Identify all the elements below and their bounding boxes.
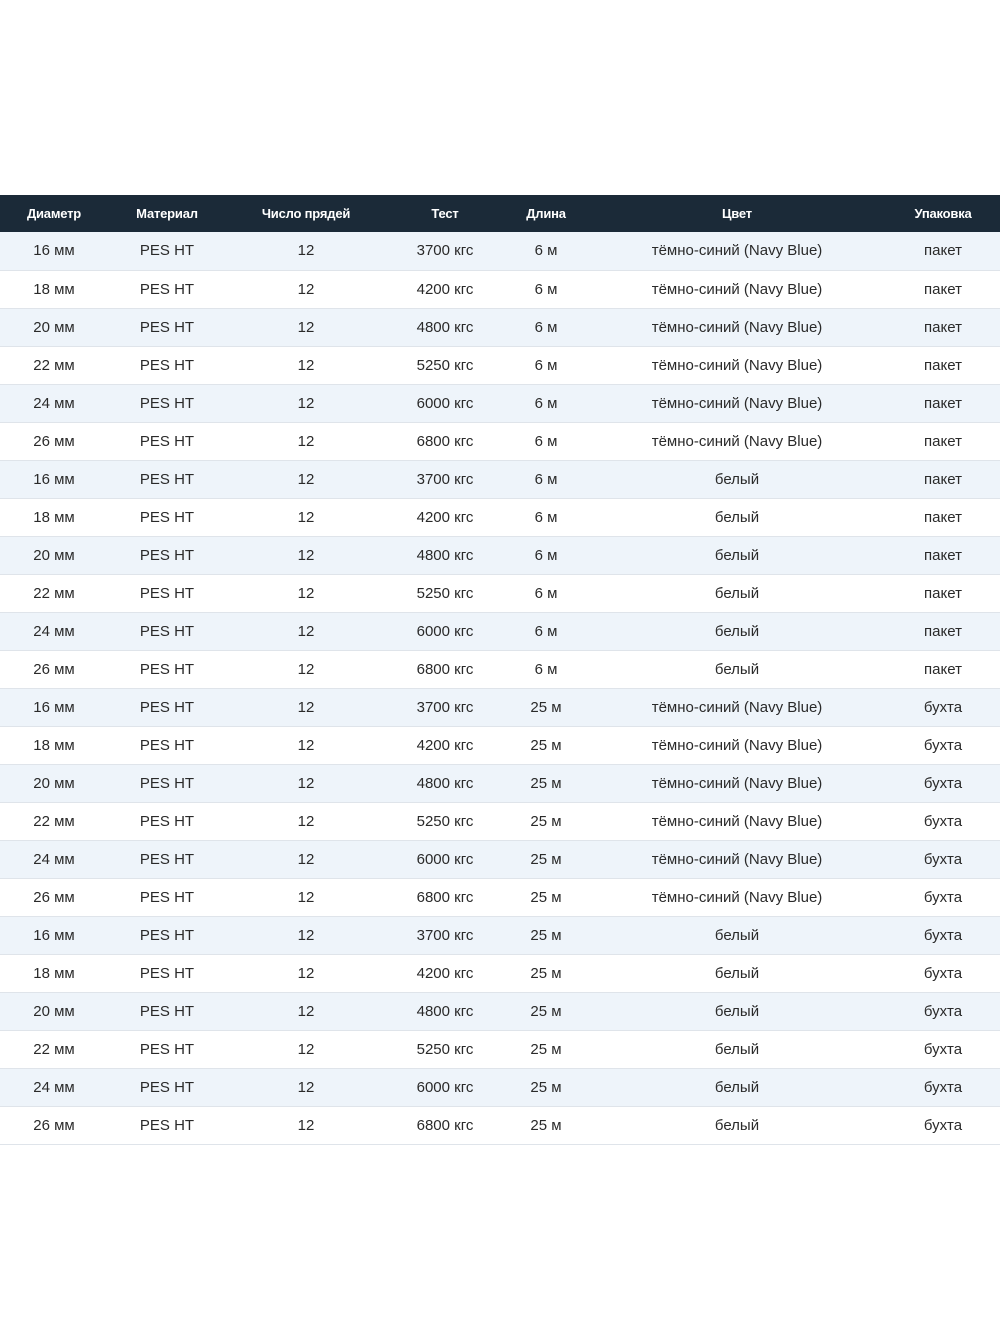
cell-packaging: пакет [924, 622, 962, 640]
cell-test: 6000 кгс [416, 394, 474, 412]
cell-diameter: 26 мм [33, 432, 75, 450]
cell-color: тёмно-синий (Navy Blue) [651, 850, 823, 868]
table-row [0, 992, 1000, 1030]
cell-strands: 12 [297, 242, 315, 260]
cell-length: 25 м [530, 1116, 562, 1134]
cell-diameter: 16 мм [33, 242, 75, 260]
cell-length: 6 м [534, 318, 558, 336]
cell-diameter: 24 мм [33, 850, 75, 868]
cell-color: белый [714, 964, 760, 982]
cell-material: PES HT [139, 470, 195, 488]
table-row [0, 384, 1000, 422]
cell-diameter: 26 мм [33, 660, 75, 678]
cell-packaging: бухта [923, 1002, 963, 1020]
cell-test: 4200 кгс [416, 736, 474, 754]
cell-color: белый [714, 1002, 760, 1020]
cell-color: белый [714, 584, 760, 602]
cell-packaging: пакет [924, 584, 962, 602]
cell-strands: 12 [297, 736, 315, 754]
cell-color: белый [714, 546, 760, 564]
cell-material: PES HT [139, 432, 195, 450]
cell-color: тёмно-синий (Navy Blue) [651, 812, 823, 830]
cell-packaging: бухта [923, 926, 963, 944]
cell-strands: 12 [297, 280, 315, 298]
header-length: Длина [526, 206, 566, 221]
cell-material: PES HT [139, 774, 195, 792]
cell-color: тёмно-синий (Navy Blue) [651, 356, 823, 374]
header-color: Цвет [722, 206, 752, 221]
cell-color: белый [714, 1040, 760, 1058]
cell-length: 6 м [534, 280, 558, 298]
cell-length: 6 м [534, 660, 558, 678]
cell-length: 6 м [534, 356, 558, 374]
table-row [0, 308, 1000, 346]
table-row [0, 802, 1000, 840]
cell-test: 6800 кгс [416, 888, 474, 906]
cell-diameter: 22 мм [33, 584, 75, 602]
cell-strands: 12 [297, 394, 315, 412]
cell-length: 6 м [534, 622, 558, 640]
cell-test: 3700 кгс [416, 242, 474, 260]
cell-packaging: пакет [924, 394, 962, 412]
cell-length: 6 м [534, 508, 558, 526]
cell-length: 25 м [530, 1078, 562, 1096]
cell-length: 6 м [534, 394, 558, 412]
cell-strands: 12 [297, 964, 315, 982]
cell-length: 6 м [534, 470, 558, 488]
cell-test: 5250 кгс [416, 812, 474, 830]
cell-packaging: пакет [924, 242, 962, 260]
cell-packaging: пакет [924, 470, 962, 488]
cell-material: PES HT [139, 698, 195, 716]
cell-diameter: 18 мм [33, 508, 75, 526]
cell-strands: 12 [297, 850, 315, 868]
cell-test: 5250 кгс [416, 356, 474, 374]
cell-diameter: 20 мм [33, 1002, 75, 1020]
cell-diameter: 18 мм [33, 964, 75, 982]
cell-color: белый [714, 508, 760, 526]
cell-color: тёмно-синий (Navy Blue) [651, 698, 823, 716]
cell-diameter: 24 мм [33, 394, 75, 412]
cell-test: 4200 кгс [416, 508, 474, 526]
cell-packaging: бухта [923, 964, 963, 982]
cell-material: PES HT [139, 736, 195, 754]
cell-strands: 12 [297, 774, 315, 792]
table-row [0, 726, 1000, 764]
cell-test: 4800 кгс [416, 774, 474, 792]
cell-material: PES HT [139, 888, 195, 906]
cell-length: 25 м [530, 1002, 562, 1020]
cell-packaging: бухта [923, 812, 963, 830]
cell-color: белый [714, 660, 760, 678]
cell-strands: 12 [297, 1116, 315, 1134]
cell-diameter: 16 мм [33, 926, 75, 944]
cell-color: тёмно-синий (Navy Blue) [651, 432, 823, 450]
cell-test: 6000 кгс [416, 850, 474, 868]
cell-test: 5250 кгс [416, 1040, 474, 1058]
cell-diameter: 24 мм [33, 1078, 75, 1096]
cell-strands: 12 [297, 546, 315, 564]
table-row [0, 840, 1000, 878]
cell-packaging: бухта [923, 1116, 963, 1134]
cell-length: 25 м [530, 888, 562, 906]
cell-diameter: 20 мм [33, 774, 75, 792]
cell-strands: 12 [297, 812, 315, 830]
cell-material: PES HT [139, 1040, 195, 1058]
cell-diameter: 22 мм [33, 1040, 75, 1058]
table-row [0, 878, 1000, 916]
cell-diameter: 16 мм [33, 470, 75, 488]
table-row [0, 346, 1000, 384]
cell-length: 6 м [534, 242, 558, 260]
cell-packaging: пакет [924, 508, 962, 526]
header-test: Тест [431, 206, 459, 221]
table-row [0, 612, 1000, 650]
cell-test: 4800 кгс [416, 1002, 474, 1020]
cell-test: 3700 кгс [416, 698, 474, 716]
cell-color: белый [714, 470, 760, 488]
cell-strands: 12 [297, 508, 315, 526]
table-row [0, 764, 1000, 802]
cell-strands: 12 [297, 584, 315, 602]
cell-length: 25 м [530, 812, 562, 830]
table-row [0, 1106, 1000, 1144]
cell-diameter: 24 мм [33, 622, 75, 640]
table-header [0, 195, 1000, 232]
cell-material: PES HT [139, 926, 195, 944]
cell-material: PES HT [139, 356, 195, 374]
cell-color: белый [714, 1078, 760, 1096]
header-strands: Число прядей [261, 206, 351, 221]
cell-packaging: бухта [923, 1078, 963, 1096]
cell-packaging: пакет [924, 546, 962, 564]
cell-length: 25 м [530, 698, 562, 716]
cell-length: 25 м [530, 964, 562, 982]
cell-strands: 12 [297, 432, 315, 450]
cell-strands: 12 [297, 660, 315, 678]
cell-length: 25 м [530, 850, 562, 868]
cell-packaging: бухта [923, 736, 963, 754]
table-row [0, 1030, 1000, 1068]
cell-diameter: 22 мм [33, 812, 75, 830]
cell-test: 6000 кгс [416, 1078, 474, 1096]
cell-packaging: пакет [924, 432, 962, 450]
cell-test: 3700 кгс [416, 926, 474, 944]
cell-test: 6800 кгс [416, 1116, 474, 1134]
cell-strands: 12 [297, 1002, 315, 1020]
cell-color: тёмно-синий (Navy Blue) [651, 888, 823, 906]
cell-material: PES HT [139, 850, 195, 868]
cell-color: белый [714, 926, 760, 944]
cell-length: 25 м [530, 774, 562, 792]
cell-strands: 12 [297, 888, 315, 906]
cell-material: PES HT [139, 280, 195, 298]
cell-diameter: 22 мм [33, 356, 75, 374]
cell-color: тёмно-синий (Navy Blue) [651, 280, 823, 298]
cell-material: PES HT [139, 1002, 195, 1020]
cell-strands: 12 [297, 1078, 315, 1096]
cell-strands: 12 [297, 926, 315, 944]
cell-material: PES HT [139, 964, 195, 982]
table-row [0, 460, 1000, 498]
cell-material: PES HT [139, 242, 195, 260]
cell-material: PES HT [139, 812, 195, 830]
cell-packaging: пакет [924, 356, 962, 374]
cell-material: PES HT [139, 546, 195, 564]
table-row [0, 422, 1000, 460]
table-row [0, 536, 1000, 574]
header-material: Материал [136, 206, 198, 221]
cell-test: 5250 кгс [416, 584, 474, 602]
cell-diameter: 26 мм [33, 888, 75, 906]
cell-strands: 12 [297, 470, 315, 488]
cell-packaging: пакет [924, 318, 962, 336]
cell-test: 4800 кгс [416, 318, 474, 336]
cell-test: 6000 кгс [416, 622, 474, 640]
cell-strands: 12 [297, 318, 315, 336]
cell-packaging: бухта [923, 1040, 963, 1058]
cell-color: белый [714, 1116, 760, 1134]
table-row [0, 688, 1000, 726]
table-row [0, 650, 1000, 688]
header-row [0, 195, 1000, 232]
cell-length: 25 м [530, 1040, 562, 1058]
spec-table [0, 195, 1000, 1145]
cell-packaging: бухта [923, 850, 963, 868]
cell-length: 6 м [534, 546, 558, 564]
cell-color: тёмно-синий (Navy Blue) [651, 736, 823, 754]
cell-diameter: 18 мм [33, 736, 75, 754]
cell-material: PES HT [139, 394, 195, 412]
cell-material: PES HT [139, 508, 195, 526]
cell-color: тёмно-синий (Navy Blue) [651, 394, 823, 412]
cell-diameter: 18 мм [33, 280, 75, 298]
table-row [0, 916, 1000, 954]
cell-test: 3700 кгс [416, 470, 474, 488]
cell-material: PES HT [139, 584, 195, 602]
cell-packaging: бухта [923, 698, 963, 716]
cell-length: 6 м [534, 584, 558, 602]
cell-color: тёмно-синий (Navy Blue) [651, 242, 823, 260]
cell-color: тёмно-синий (Navy Blue) [651, 318, 823, 336]
cell-strands: 12 [297, 1040, 315, 1058]
cell-length: 6 м [534, 432, 558, 450]
cell-material: PES HT [139, 660, 195, 678]
cell-diameter: 20 мм [33, 546, 75, 564]
table-row [0, 574, 1000, 612]
cell-packaging: пакет [924, 280, 962, 298]
cell-packaging: бухта [923, 888, 963, 906]
cell-diameter: 20 мм [33, 318, 75, 336]
table-row [0, 498, 1000, 536]
cell-length: 25 м [530, 926, 562, 944]
table-row [0, 270, 1000, 308]
cell-material: PES HT [139, 622, 195, 640]
cell-material: PES HT [139, 1116, 195, 1134]
cell-packaging: пакет [924, 660, 962, 678]
table-row [0, 954, 1000, 992]
cell-test: 4200 кгс [416, 280, 474, 298]
cell-strands: 12 [297, 356, 315, 374]
cell-test: 6800 кгс [416, 432, 474, 450]
cell-test: 6800 кгс [416, 660, 474, 678]
cell-color: тёмно-синий (Navy Blue) [651, 774, 823, 792]
header-packaging: Упаковка [914, 206, 972, 221]
cell-test: 4200 кгс [416, 964, 474, 982]
cell-material: PES HT [139, 318, 195, 336]
cell-length: 25 м [530, 736, 562, 754]
cell-strands: 12 [297, 622, 315, 640]
cell-color: белый [714, 622, 760, 640]
table-row [0, 232, 1000, 270]
cell-packaging: бухта [923, 774, 963, 792]
cell-diameter: 26 мм [33, 1116, 75, 1134]
cell-strands: 12 [297, 698, 315, 716]
table-row [0, 1068, 1000, 1106]
cell-material: PES HT [139, 1078, 195, 1096]
cell-diameter: 16 мм [33, 698, 75, 716]
header-diameter: Диаметр [26, 206, 82, 221]
cell-test: 4800 кгс [416, 546, 474, 564]
table-body [0, 232, 1000, 1144]
